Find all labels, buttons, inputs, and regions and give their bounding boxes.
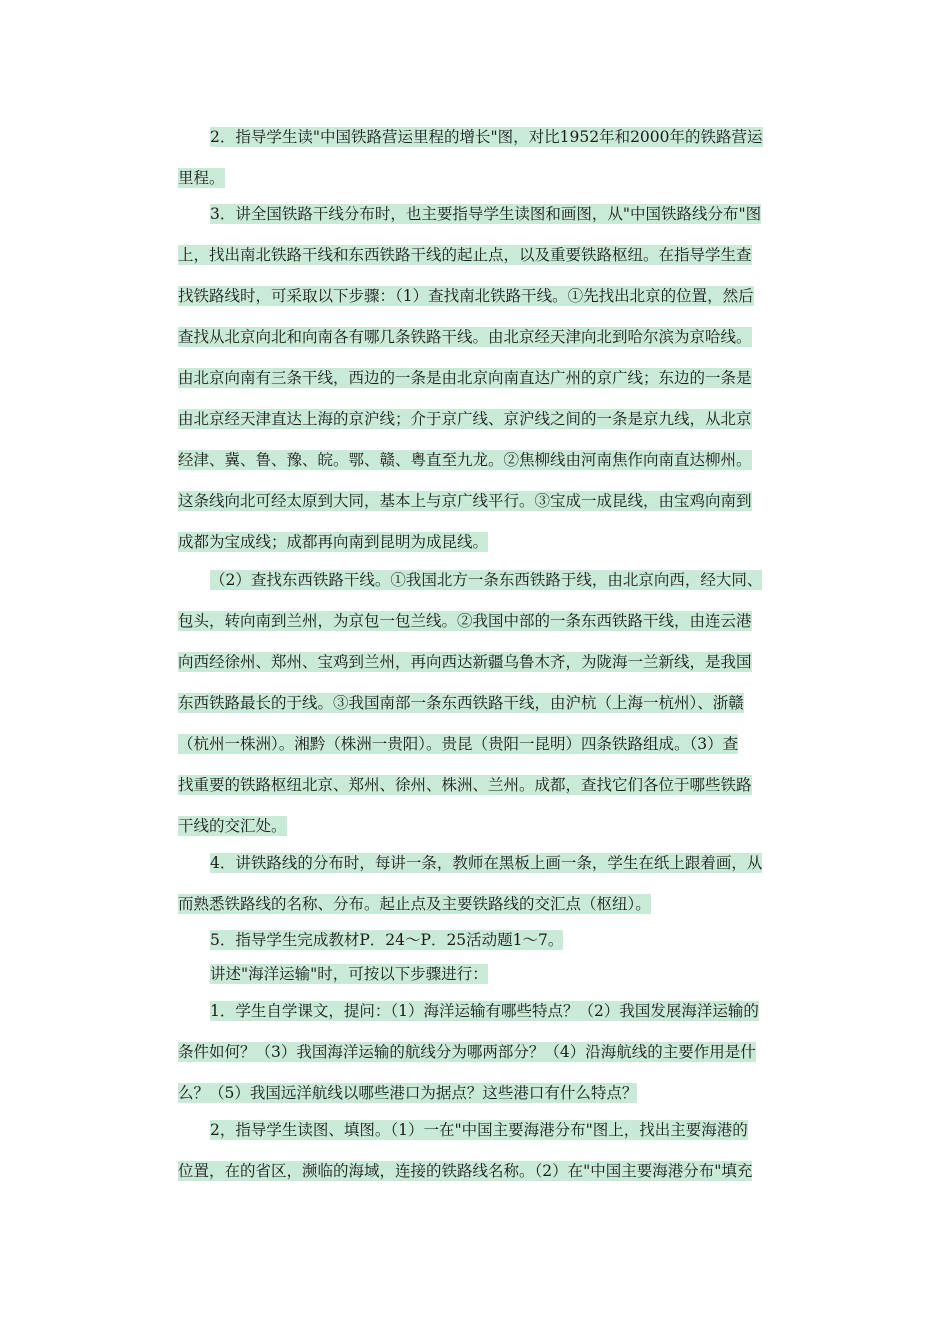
- highlighted-text: 4．讲铁路线的分布时，每讲一条，教师在黑板上画一条，学生在纸上跟着画，从: [210, 854, 763, 872]
- highlighted-text: 里程。: [178, 169, 225, 187]
- text-line: [210, 927, 806, 953]
- text-line: [178, 891, 806, 917]
- text-line: [178, 608, 806, 634]
- highlighted-text: 成都为宝成线；成都再向南到昆明为成昆线。: [178, 533, 489, 551]
- highlighted-text: 查找从北京向北和向南各有哪几条铁路干线。由北京经天津向北到哈尔滨为京哈线。: [178, 328, 752, 346]
- text-line: [178, 772, 806, 798]
- highlighted-text: 上，找出南北铁路干线和东西铁路干线的起止点，以及重要铁路枢纽。在指导学生查: [178, 246, 752, 264]
- text-line: [178, 690, 806, 716]
- text-line: [178, 324, 806, 350]
- text-line: [178, 1080, 806, 1106]
- highlighted-text: 包头，转向南到兰州，为京包一包兰线。②我国中部的一条东西铁路干线，由连云港: [178, 612, 752, 630]
- text-line: [210, 124, 806, 150]
- text-line: [178, 165, 806, 191]
- highlighted-text: （杭州一株洲）。湘黔（株洲一贵阳）。贵昆（贵阳一昆明）四条铁路组成。（3）查: [178, 735, 739, 753]
- text-line: [178, 365, 806, 391]
- highlighted-text: 由北京向南有三条干线，西边的一条是由北京向南直达广州的京广线；东边的一条是: [178, 369, 752, 387]
- text-line: [178, 242, 806, 268]
- highlighted-text: （2）查找东西铁路干线。①我国北方一条东西铁路于线，由北京向西，经大同、: [210, 571, 763, 589]
- text-line: [178, 813, 806, 839]
- highlighted-text: 1．学生自学课文，提问：（1）海洋运输有哪些特点？（2）我国发展海洋运输的: [210, 1002, 759, 1020]
- highlighted-text: 位置，在的省区，濒临的海域，连接的铁路线名称。（2）在"中国主要海港分布"填充: [178, 1162, 753, 1180]
- text-line: [178, 529, 806, 555]
- highlighted-text: 2，指导学生读图、填图。（1）一在"中国主要海港分布"图上，找出主要海港的: [210, 1121, 748, 1139]
- text-line: [178, 283, 806, 309]
- text-line: [210, 961, 806, 987]
- highlighted-text: 讲述"海洋运输"时，可按以下步骤进行：: [210, 965, 488, 983]
- highlighted-text: 么？（5）我国远洋航线以哪些港口为据点？这些港口有什么特点？: [178, 1084, 638, 1102]
- text-line: [210, 201, 806, 227]
- highlighted-text: 向西经徐州、郑州、宝鸡到兰州，再向西达新疆乌鲁木齐，为陇海一兰新线，是我国: [178, 653, 752, 671]
- highlighted-text: 这条线向北可经太原到大同，基本上与京广线平行。③宝成一成昆线，由宝鸡向南到: [178, 492, 752, 510]
- text-line: [178, 731, 806, 757]
- highlighted-text: 由北京经天津直达上海的京沪线；介于京广线、京沪线之间的一条是京九线，从北京: [178, 410, 752, 428]
- highlighted-text: 找重要的铁路枢纽北京、郑州、徐州、株洲、兰州。成都，查找它们各位于哪些铁路: [178, 776, 752, 794]
- text-line: [178, 649, 806, 675]
- highlighted-text: 东西铁路最长的于线。③我国南部一条东西铁路干线，由沪杭（上海一杭州）、浙赣: [178, 694, 744, 712]
- text-line: [178, 1039, 806, 1065]
- highlighted-text: 2．指导学生读"中国铁路营运里程的增长"图，对比1952年和2000年的铁路营运: [210, 128, 763, 146]
- text-line: [210, 998, 806, 1024]
- highlighted-text: 条件如何？（3）我国海洋运输的航线分为哪两部分？（4）沿海航线的主要作用是什: [178, 1043, 756, 1061]
- text-line: [178, 406, 806, 432]
- text-line: [210, 1117, 806, 1143]
- text-line: [210, 567, 806, 593]
- text-line: [210, 850, 806, 876]
- text-line: [178, 1158, 806, 1184]
- highlighted-text: 经津、冀、鲁、豫、皖。鄂、赣、粤直至九龙。②焦柳线由河南焦作向南直达柳州。: [178, 451, 752, 469]
- text-line: [178, 488, 806, 514]
- text-line: [178, 447, 806, 473]
- highlighted-text: 找铁路线时，可采取以下步骤：（1）查找南北铁路干线。①先找出北京的位置，然后: [178, 287, 754, 305]
- highlighted-text: 3．讲全国铁路干线分布时，也主要指导学生读图和画图，从"中国铁路线分布"图: [210, 205, 762, 223]
- highlighted-text: 而熟悉铁路线的名称、分布。起止点及主要铁路线的交汇点（枢纽）。: [178, 895, 651, 913]
- highlighted-text: 干线的交汇处。: [178, 817, 287, 835]
- highlighted-text: 5．指导学生完成教材P．24～P．25活动题1～7。: [210, 931, 564, 949]
